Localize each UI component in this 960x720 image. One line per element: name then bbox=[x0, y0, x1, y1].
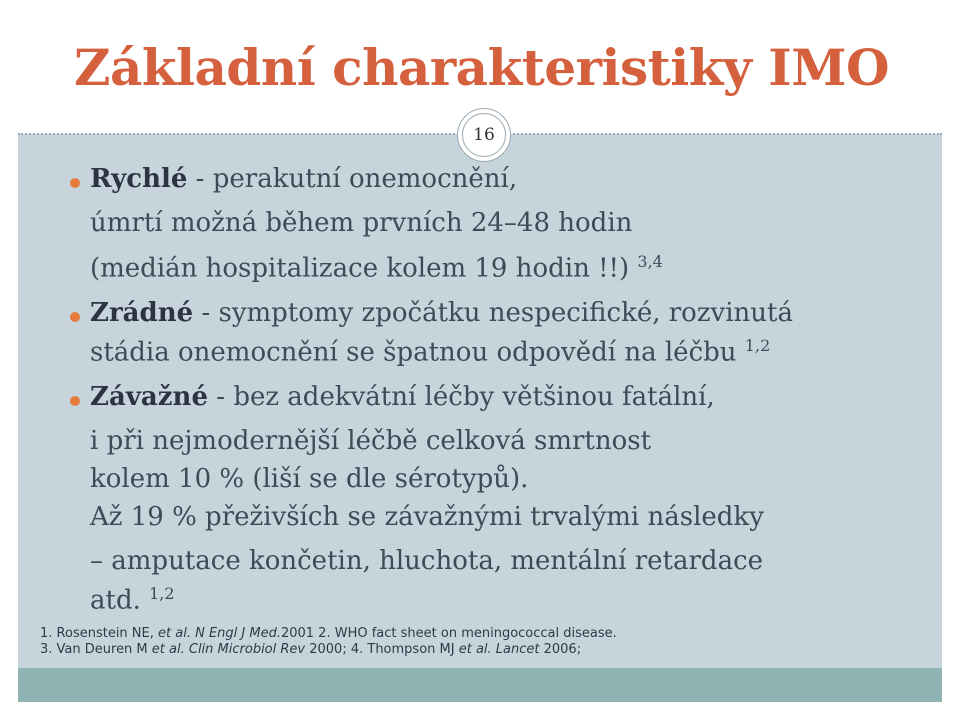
reference-3-author: 3. Van Deuren M bbox=[40, 642, 152, 657]
bullet-3-line-3: kolem 10 % (liší se dle sérotypů). bbox=[90, 464, 529, 494]
bullet-3-line-6 bbox=[90, 584, 175, 616]
bullet-dot-icon bbox=[70, 396, 80, 406]
bullet-3-line-5: – amputace končetin, hluchota, mentální retardace bbox=[90, 546, 764, 576]
bullet-dot-icon bbox=[70, 312, 80, 322]
bullet-2-keyword: Zrádné bbox=[90, 298, 194, 328]
footer-bar bbox=[18, 668, 942, 702]
reference-1-rest: 2001 2. WHO fact sheet on meningococcal disease. bbox=[280, 626, 617, 641]
reference-line-2 bbox=[40, 642, 581, 657]
slide-number-badge bbox=[457, 108, 511, 162]
reference-1-author: 1. Rosenstein NE, bbox=[40, 626, 159, 641]
bullet-1-line-1 bbox=[90, 164, 517, 194]
reference-4-journal: et al. Lancet bbox=[458, 642, 540, 657]
bullet-3-text: - bez adekvátní léčby většinou fatální, bbox=[208, 382, 715, 412]
slide-number: 16 bbox=[462, 113, 506, 157]
bullet-1-line-2: úmrtí možná během prvních 24–48 hodin bbox=[90, 208, 633, 238]
bullet-1-keyword: Rychlé bbox=[90, 164, 188, 194]
reference-3-journal: et al. Clin Microbiol Rev bbox=[151, 642, 306, 657]
bullet-3-line-1 bbox=[90, 382, 715, 412]
bullet-dot-icon bbox=[70, 178, 80, 188]
bullet-2-text: - symptomy zpočátku nespecifické, rozvinutá bbox=[193, 298, 793, 328]
bullet-1-citation: 3,4 bbox=[637, 252, 663, 271]
bullet-2-line-2-text: stádia onemocnění se špatnou odpovědí na léčbu bbox=[90, 337, 745, 368]
bullet-1-line-3-text: (medián hospitalizace kolem 19 hodin !!) bbox=[90, 253, 638, 284]
bullet-3-keyword: Závažné bbox=[90, 382, 208, 412]
bullet-2-citation: 1,2 bbox=[744, 336, 771, 355]
bullet-3-line-6-text: atd. bbox=[90, 585, 150, 616]
bullet-3-citation: 1,2 bbox=[149, 584, 175, 603]
reference-1-journal: et al. N Engl J Med. bbox=[158, 626, 281, 641]
slide-title: Základní charakteristiky IMO bbox=[74, 38, 890, 97]
bullet-1-text: - perakutní onemocnění, bbox=[187, 164, 518, 194]
reference-4-year: 2006; bbox=[539, 642, 582, 657]
bullet-2-line-1 bbox=[90, 298, 793, 328]
bullet-1-line-3 bbox=[90, 252, 663, 284]
bullet-3-line-2: i při nejmodernější léčbě celková smrtnost bbox=[90, 426, 652, 456]
bullet-2-line-2 bbox=[90, 336, 770, 368]
reference-line-1 bbox=[40, 626, 617, 641]
reference-4-author: 2000; 4. Thompson MJ bbox=[305, 642, 459, 657]
bullet-3-line-4: Až 19 % přeživších se závažnými trvalými následky bbox=[90, 502, 764, 532]
